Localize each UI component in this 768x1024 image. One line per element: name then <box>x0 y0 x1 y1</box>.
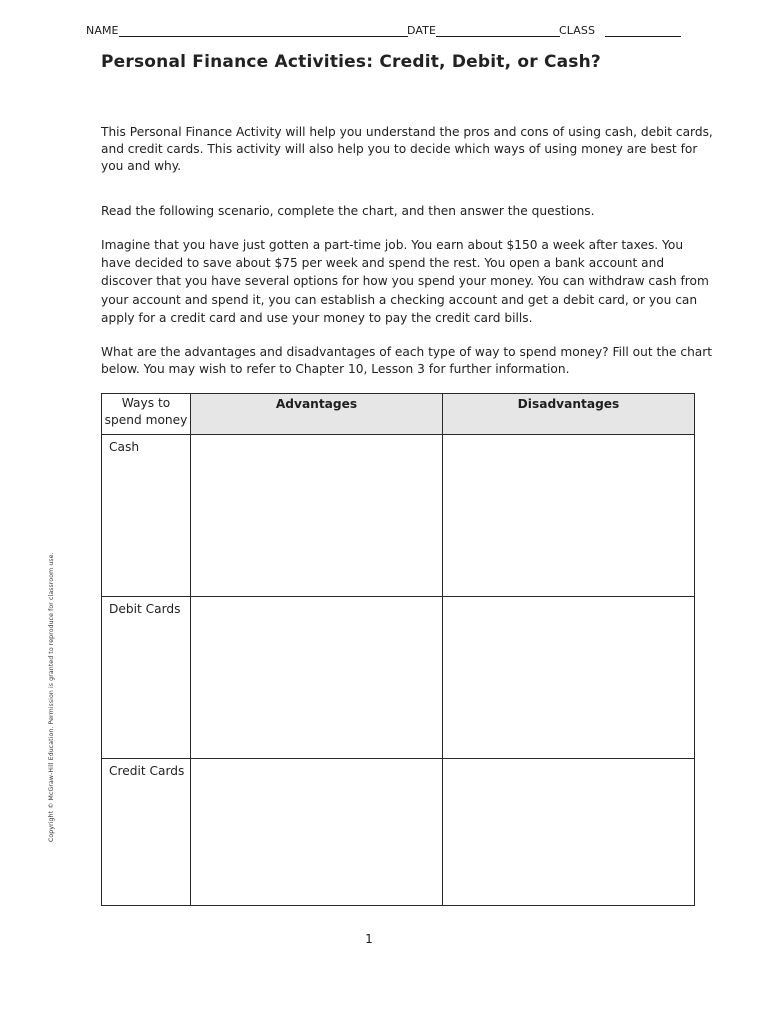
date-field[interactable] <box>407 24 560 37</box>
credit-disadvantages-cell[interactable] <box>443 759 695 906</box>
cash-advantages-cell[interactable] <box>191 435 443 597</box>
header-advantages: Advantages <box>191 394 443 435</box>
cash-disadvantages-cell[interactable] <box>443 435 695 597</box>
debit-disadvantages-cell[interactable] <box>443 597 695 759</box>
instructions-paragraph: Read the following scenario, complete the chart, and then answer the questions. <box>101 204 595 218</box>
date-label: DATE <box>407 24 437 37</box>
name-line[interactable] <box>119 25 408 37</box>
chart-row-cash <box>102 435 695 597</box>
page-title: Personal Finance Activities: Credit, Debit, or Cash? <box>101 52 601 72</box>
row-label-credit-cards: Credit Cards <box>102 759 191 906</box>
name-field[interactable] <box>86 24 408 37</box>
row-label-cash: Cash <box>102 435 191 597</box>
name-label: NAME <box>86 24 119 37</box>
page-number: 1 <box>365 932 373 946</box>
chart-row-debit <box>102 597 695 759</box>
class-field[interactable] <box>559 24 681 37</box>
advantages-chart <box>101 393 695 906</box>
chart-row-credit <box>102 759 695 906</box>
scenario-paragraph: Imagine that you have just gotten a part-time job. You earn about $150 a week after taxes. You have decided to save about $75 per week and spend the rest. You open a bank account and discover that you have several options for how you spend your money. You can withdraw cash from your account and spend it, you can establish a checking account and get a debit card, or you can apply for a credit card and use your money to pay the credit card bills. <box>101 238 709 325</box>
debit-advantages-cell[interactable] <box>191 597 443 759</box>
header-disadvantages: Disadvantages <box>443 394 695 435</box>
chart-header-row <box>102 394 695 435</box>
row-label-debit-cards: Debit Cards <box>102 597 191 759</box>
class-line[interactable] <box>605 25 681 37</box>
header-ways-to-spend: Ways to spend money <box>102 394 191 435</box>
date-line[interactable] <box>436 25 560 37</box>
credit-advantages-cell[interactable] <box>191 759 443 906</box>
copyright-text: Copyright © McGraw-Hill Education. Permission is granted to reproduce for classroom use. <box>48 552 55 842</box>
intro-paragraph: This Personal Finance Activity will help you understand the pros and cons of using cash, debit cards, and credit cards. This activity will also help you to decide which ways of using money are best for you and why. <box>101 125 713 173</box>
question-paragraph: What are the advantages and disadvantages of each type of way to spend money? Fill out the chart below. You may wish to refer to Chapter 10, Lesson 3 for further information. <box>101 345 713 376</box>
class-label: CLASS <box>559 24 596 37</box>
